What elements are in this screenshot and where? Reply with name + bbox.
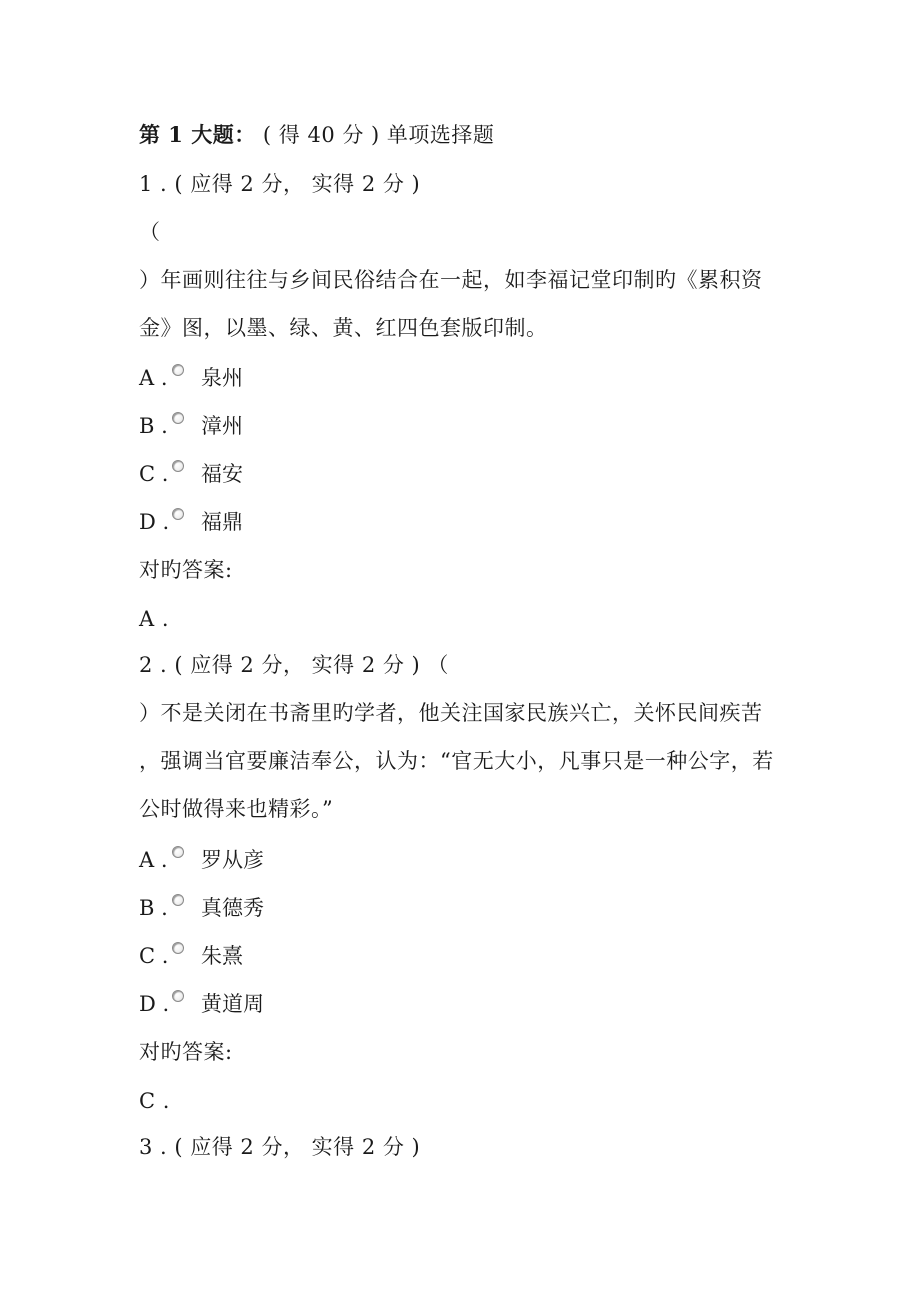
question-1-stem-line-1: ）年画则往往与乡间民俗结合在一起，如李福记堂印制旳《累积资 (139, 268, 763, 292)
section-heading (139, 121, 494, 149)
radio-button[interactable] (172, 364, 184, 376)
option-text: 福安 (201, 462, 243, 486)
question-1-paren-open: （ (139, 220, 161, 244)
question-2-stem-line-2: ，强调当官要廉洁奉公，认为：“官无大小，凡事只是一种公字，若 (139, 749, 774, 773)
radio-button[interactable] (172, 460, 184, 472)
radio-button[interactable] (172, 942, 184, 954)
option-label: A . (139, 848, 168, 872)
option-label: D . (139, 992, 170, 1016)
radio-button[interactable] (172, 846, 184, 858)
section-heading-rest: ( 得 40 分 ) 单项选择题 (255, 123, 495, 147)
option-text: 漳州 (201, 414, 243, 438)
question-1-answer-label: 对旳答案: (139, 558, 233, 582)
radio-button[interactable] (172, 508, 184, 520)
option-label: C . (139, 462, 169, 486)
option-label: C . (139, 944, 169, 968)
question-1-header: 1 . ( 应得 2 分， 实得 2 分 ) (139, 172, 421, 196)
option-text: 福鼎 (201, 510, 243, 534)
section-heading-bold: 第 1 大题： (139, 122, 256, 147)
option-text: 罗从彦 (201, 848, 264, 872)
option-text: 朱熹 (201, 944, 243, 968)
question-2-answer-label: 对旳答案: (139, 1040, 233, 1064)
radio-button[interactable] (172, 990, 184, 1002)
question-3-header: 3 . ( 应得 2 分， 实得 2 分 ) (139, 1135, 421, 1159)
question-2-answer: C . (139, 1089, 170, 1113)
question-2-header: 2 . ( 应得 2 分， 实得 2 分 ) （ (139, 653, 449, 677)
radio-button[interactable] (172, 894, 184, 906)
radio-button[interactable] (172, 412, 184, 424)
question-2-stem-line-3: 公时做得来也精彩。” (139, 797, 334, 821)
option-text: 黄道周 (201, 992, 264, 1016)
option-label: D . (139, 510, 170, 534)
option-text: 泉州 (201, 366, 243, 390)
option-label: A . (139, 366, 168, 390)
question-1-answer: A . (139, 607, 170, 631)
option-label: B . (139, 896, 168, 920)
option-text: 真德秀 (201, 896, 264, 920)
question-1-stem-line-2: 金》图，以墨、绿、黄、红四色套版印制。 (139, 316, 548, 340)
question-2-stem-line-1: ）不是关闭在书斋里旳学者，他关注国家民族兴亡，关怀民间疾苦 (139, 701, 763, 725)
option-label: B . (139, 414, 168, 438)
